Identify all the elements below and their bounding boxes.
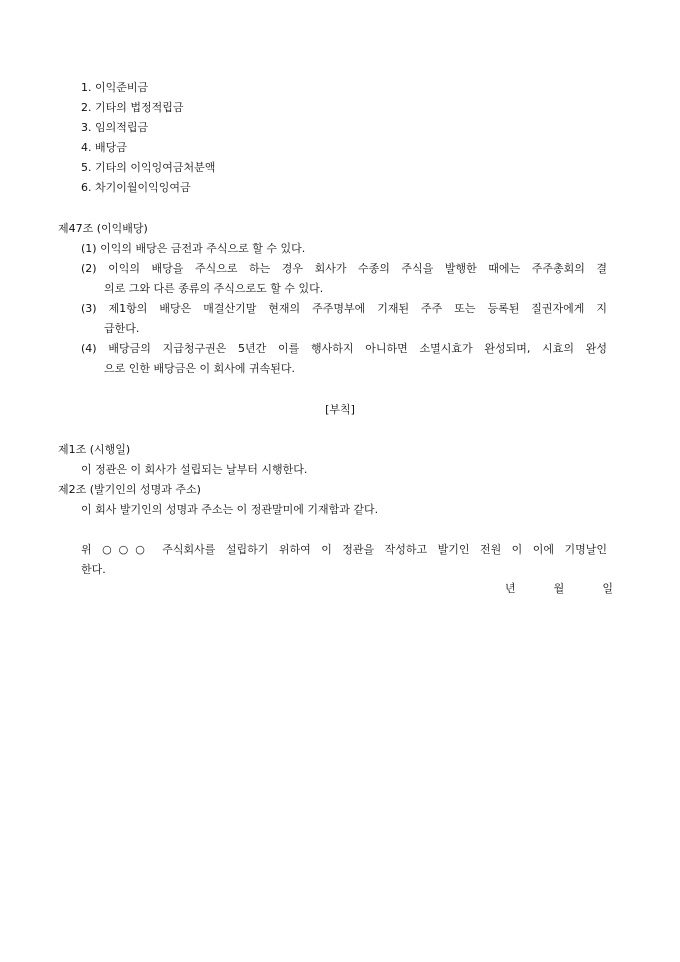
article-47-paragraph-4-line-1: (4) 배당금의 지급청구권은 5년간 이를 행사하지 아니하면 소멸시효가 완성되며, 시효의 완성: [81, 342, 607, 355]
list-item-3: 3. 임의적립금: [81, 121, 149, 134]
date-day-label: 일: [602, 582, 613, 595]
list-item-5: 5. 기타의 이익잉여금처분액: [81, 161, 216, 174]
closing-statement-line-1: 위 ○○○ 주식회사를 설립하기 위하여 이 정관을 작성하고 발기인 전원 이 이에 기명날인: [81, 543, 607, 556]
list-item-2: 2. 기타의 법정적립금: [81, 101, 184, 114]
article-47-paragraph-3-line-1: (3) 제1항의 배당은 매결산기말 현재의 주주명부에 기재된 주주 또는 등록된 질권자에게 지: [81, 302, 607, 315]
article-47-paragraph-3-line-2: 급한다.: [104, 322, 140, 335]
signature-date: [505, 582, 613, 596]
article-47-paragraph-2-line-2: 의로 그와 다른 종류의 주식으로도 할 수 있다.: [104, 282, 324, 295]
article-47-paragraph-1: (1) 이익의 배당은 금전과 주식으로 할 수 있다.: [81, 242, 306, 255]
list-item-6: 6. 차기이월이익잉여금: [81, 181, 191, 194]
list-item-1: 1. 이익준비금: [81, 81, 149, 94]
date-year-label: 년: [505, 582, 516, 595]
article-47-paragraph-4-line-2: 으로 인한 배당금은 이 회사에 귀속된다.: [104, 362, 295, 375]
appendix-article-2-body: 이 회사 발기인의 성명과 주소는 이 정관말미에 기재함과 같다.: [81, 503, 379, 516]
appendix-article-2-title: 제2조 (발기인의 성명과 주소): [58, 483, 201, 496]
article-47-title: 제47조 (이익배당): [58, 222, 148, 235]
article-47-paragraph-2-line-1: (2) 이익의 배당을 주식으로 하는 경우 회사가 수종의 주식을 발행한 때에는 주주총회의 결: [81, 262, 607, 275]
list-item-4: 4. 배당금: [81, 141, 127, 154]
closing-statement-line-2: 한다.: [81, 563, 106, 576]
appendix-heading: [부칙]: [325, 403, 355, 416]
appendix-article-1-body: 이 정관은 이 회사가 설립되는 날부터 시행한다.: [81, 463, 308, 476]
appendix-article-1-title: 제1조 (시행일): [58, 443, 131, 456]
date-month-label: 월: [553, 582, 565, 595]
